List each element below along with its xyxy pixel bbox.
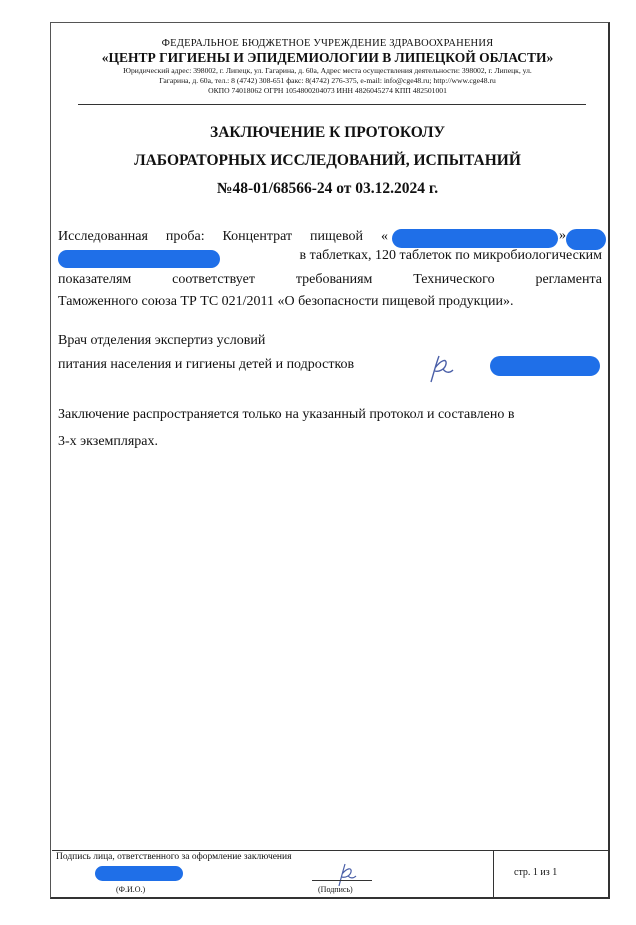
quote-close: » <box>559 228 566 243</box>
org-address: Юридический адрес: 398002, г. Липецк, ул. Гагарина, д. 60а, Адрес места осуществления деятельности: 398002, г. Липецк, ул. <box>123 66 532 75</box>
paragraph-line-2: в таблетках, 120 таблеток по микробиологическим <box>299 248 602 263</box>
doctor-title-line-1: Врач отделения экспертиз условий <box>58 333 266 348</box>
footer-divider <box>493 850 494 897</box>
doctor-signature <box>425 352 459 388</box>
paragraph-line-3: показателям соответствует требованиям Технического регламента <box>58 272 602 287</box>
responsible-label: Подпись лица, ответственного за оформление заключения <box>56 852 292 862</box>
header-divider <box>78 104 586 105</box>
signature-label: (Подпись) <box>318 885 353 894</box>
note-line-1: Заключение распространяется только на указанный протокол и составлено в <box>58 407 515 422</box>
redacted-responsible-name <box>95 866 183 881</box>
paragraph-line-1: Исследованная проба: Концентрат пищевой « <box>58 229 388 244</box>
note-line-2: 3-х экземплярах. <box>58 434 159 449</box>
org-codes: ОКПО 74018062 ОГРН 1054800204073 ИНН 4826045274 КПП 482501001 <box>208 86 447 95</box>
fio-label: (Ф.И.О.) <box>116 885 146 894</box>
org-contacts: Гагарина, д. 60а, тел.: 8 (4742) 308-651 факс: 8(4742) 276-375, e-mail: info@cge48.ru; http://www.cge48.ru <box>159 76 496 85</box>
paragraph-line-4: Таможенного союза ТР ТС 021/2011 «О безопасности пищевой продукции». <box>58 294 514 309</box>
org-name: «ЦЕНТР ГИГИЕНЫ И ЭПИДЕМИОЛОГИИ В ЛИПЕЦКОЙ ОБЛАСТИ» <box>101 50 554 65</box>
org-type: ФЕДЕРАЛЬНОЕ БЮДЖЕТНОЕ УЧРЕЖДЕНИЕ ЗДРАВООХРАНЕНИЯ <box>161 38 494 49</box>
doctor-title-line-2: питания населения и гигиены детей и подростков <box>58 357 355 372</box>
redacted-product-name <box>392 229 558 248</box>
redacted-product-name-cont <box>566 229 606 250</box>
doc-title: ЗАКЛЮЧЕНИЕ К ПРОТОКОЛУ <box>210 124 445 141</box>
redacted-doctor-name <box>490 356 600 376</box>
page-number: стр. 1 из 1 <box>514 867 558 878</box>
doc-number: №48-01/68566-24 от 03.12.2024 г. <box>216 180 439 197</box>
redacted-product-detail <box>58 250 220 268</box>
doc-subtitle: ЛАБОРАТОРНЫХ ИССЛЕДОВАНИЙ, ИСПЫТАНИЙ <box>134 152 521 169</box>
signature-underline <box>312 880 372 881</box>
